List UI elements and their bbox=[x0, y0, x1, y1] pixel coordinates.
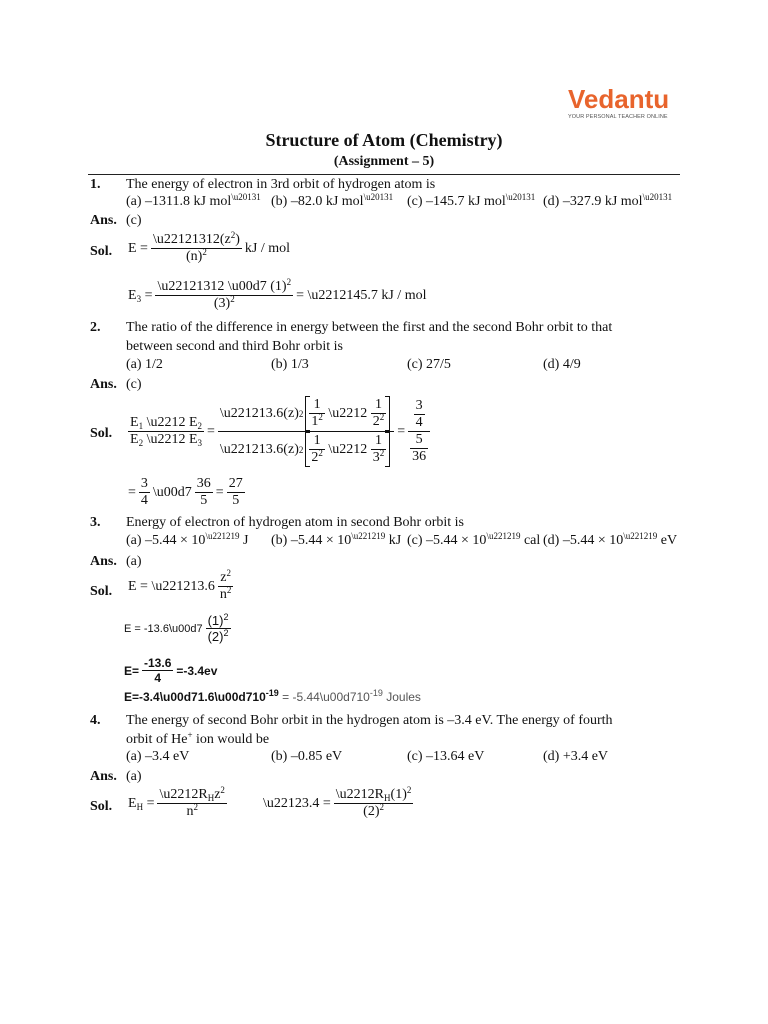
q2-text-line2: between second and third Bohr orbit is bbox=[126, 339, 343, 354]
q2-sol-label: Sol. bbox=[90, 426, 113, 441]
q2-sol-eq1: $\frac{E_1 \backslash u2212 E_2}{E_2 \backslash u2212 E_3}$ = \u221213.6(z) 2 $\frac{1}{1^2}$ \u2212 $\frac{1}{2^2}$ \u221213.6(z) 2 $\frac{1}{2^2}$ \u2212 $\frac{1}{3^2}$ = $\frac{\frac{3}{4}}{\frac{5}{36}}$ bbox=[128, 396, 433, 467]
q1-sol-eq2: $E_3$ = $\frac{\backslash u22121312 \backslash u00d7 (1)^2}{(3)^2}$ = \u2212145.7 kJ / mol bbox=[128, 277, 427, 311]
vedantu-logo-wordmark: Vedantu bbox=[568, 84, 670, 114]
q4-answer: (a) bbox=[126, 769, 142, 784]
q1-option-d: (d) –327.9 kJ mol$^{\backslash u20131}$ bbox=[543, 192, 673, 209]
page-title: Structure of Atom (Chemistry) bbox=[265, 130, 503, 150]
q3-sol-eq1: E = \u221213.6 $\frac{z^2}{n^2}$ bbox=[128, 568, 232, 602]
q2-text-line1: The ratio of the difference in energy between the first and the second Bohr orbit to that bbox=[126, 320, 613, 335]
q4-number: 4. bbox=[90, 713, 101, 728]
q1-text: The energy of electron in 3rd orbit of hydrogen atom is bbox=[126, 177, 436, 192]
q3-text: Energy of electron of hydrogen atom in second Bohr orbit is bbox=[126, 515, 464, 530]
q4-option-a: (a) –3.4 eV bbox=[126, 749, 190, 764]
q2-option-b: (b) 1/3 bbox=[271, 357, 309, 372]
q1-sol-eq1: E = $\frac{\backslash u22121312(z^2)}{(n)^2}$ kJ / mol bbox=[128, 230, 291, 264]
q4-sol-label: Sol. bbox=[90, 799, 113, 814]
header-rule bbox=[88, 174, 680, 175]
q1-number: 1. bbox=[90, 177, 101, 192]
q4-option-b: (b) –0.85 eV bbox=[271, 749, 343, 764]
q3-sol-label: Sol. bbox=[90, 584, 113, 599]
q3-sol-eq3: E= $\frac{-13.6}{4}$ =-3.4ev bbox=[124, 656, 218, 685]
q2-option-c: (c) 27/5 bbox=[407, 357, 451, 372]
q3-sol-eq2: E = -13.6\u00d7 $\frac{(1)^2}{(2)^2}$ bbox=[124, 612, 229, 644]
q3-option-c: (c) $-5.44 \times 10^{\backslash u221219}$ cal bbox=[407, 531, 541, 548]
q4-ans-label: Ans. bbox=[90, 769, 117, 784]
q2-number: 2. bbox=[90, 320, 101, 335]
q4-sol-eq1: $E_H$ = $\frac{\backslash u2212R_Hz^2}{n^2}$ bbox=[128, 785, 225, 819]
q3-answer: (a) bbox=[126, 554, 142, 569]
q2-option-a: (a) 1/2 bbox=[126, 357, 163, 372]
q1-answer: (c) bbox=[126, 213, 142, 228]
q1-ans-label: Ans. bbox=[90, 213, 117, 228]
page-subtitle: (Assignment – 5) bbox=[333, 154, 435, 169]
q2-answer: (c) bbox=[126, 377, 142, 392]
q4-text-line1: The energy of second Bohr orbit in the hydrogen atom is –3.4 eV. The energy of fourth bbox=[126, 713, 613, 728]
q2-ans-label: Ans. bbox=[90, 377, 117, 392]
q3-option-a: (a) $-5.44 \times 10^{\backslash u221219}$ J bbox=[126, 531, 249, 548]
q4-option-c: (c) –13.64 eV bbox=[407, 749, 485, 764]
q2-sol-eq2: = $\frac{3}{4}$ \u00d7 $\frac{36}{5}$ = $\frac{27}{5}$ bbox=[128, 476, 243, 508]
brand-tagline: YOUR PERSONAL TEACHER ONLINE bbox=[568, 114, 668, 120]
q1-sol-label: Sol. bbox=[90, 244, 113, 259]
q4-sol-eq2: \u22123.4 = $\frac{\backslash u2212R_H(1)^2}{(2)^2}$ bbox=[263, 785, 412, 819]
q1-option-a: (a) –1311.8 kJ mol$^{\backslash u20131}$ bbox=[126, 192, 261, 209]
q1-option-c: (c) –145.7 kJ mol$^{\backslash u20131}$ bbox=[407, 192, 536, 209]
q3-number: 3. bbox=[90, 515, 101, 530]
vedantu-logo bbox=[566, 84, 676, 129]
q3-sol-eq4: $E=-3.4\backslash u00d71.6\backslash u00d710^{-19}$ = $-5.44\backslash u00d710^{-19}$ Joules bbox=[124, 688, 421, 704]
q4-option-d: (d) +3.4 eV bbox=[543, 749, 609, 764]
q3-option-d: (d) $-5.44 \times 10^{\backslash u221219}$ eV bbox=[543, 531, 678, 548]
q3-option-b: (b) $-5.44 \times 10^{\backslash u221219}$ kJ bbox=[271, 531, 402, 548]
q4-text-line2: orbit of He+ ion would be bbox=[126, 730, 270, 747]
q2-option-d: (d) 4/9 bbox=[543, 357, 581, 372]
q3-ans-label: Ans. bbox=[90, 554, 117, 569]
q1-option-b: (b) –82.0 kJ mol$^{\backslash u20131}$ bbox=[271, 192, 394, 209]
